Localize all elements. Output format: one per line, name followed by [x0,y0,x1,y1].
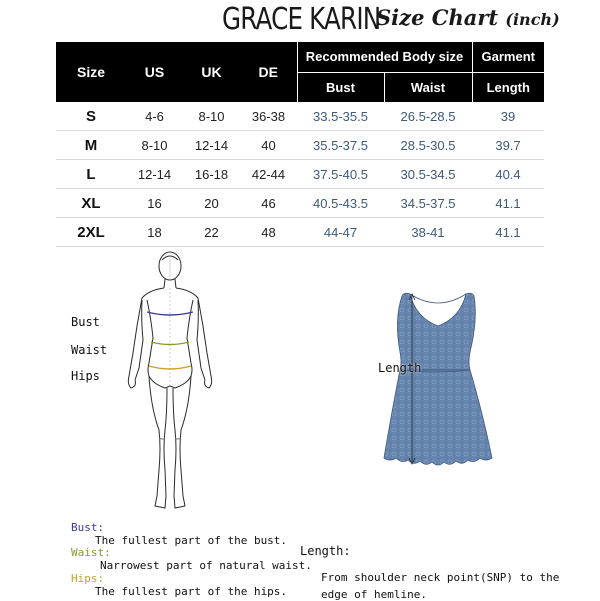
cell-uk: 20 [183,189,240,218]
hips-definition-key: Hips: [71,572,105,585]
cell-waist: 34.5-37.5 [384,189,472,218]
cell-size: L [56,160,126,189]
table-row [56,102,544,131]
cell-length: 41.1 [472,218,544,247]
waist-measure-line [151,342,189,345]
cell-de: 36-38 [240,102,297,131]
cell-waist: 28.5-30.5 [384,131,472,160]
waist-definition-text: Narrowest part of natural waist. [100,559,312,572]
hips-measure-line [149,366,191,369]
bust-label: Bust [71,315,100,329]
header-uk: UK [183,42,240,102]
header-size: Size [56,42,126,102]
length-definition-key: Length: [300,544,351,558]
dress-illustration [382,290,494,490]
cell-bust: 44-47 [297,218,384,247]
cell-bust: 37.5-40.5 [297,160,384,189]
length-label: Length [378,361,422,375]
header-waist: Waist [384,72,472,102]
hips-label: Hips [71,369,100,383]
header-garment: Garment [472,42,544,72]
brand-title: GRACE KARIN [222,2,381,37]
cell-bust: 33.5-35.5 [297,102,384,131]
length-definition-text-2: edge of hemline. [321,588,427,601]
body-figure-illustration [115,248,225,514]
cell-de: 46 [240,189,297,218]
cell-size: S [56,102,126,131]
cell-size: M [56,131,126,160]
table-row [56,131,544,160]
cell-waist: 38-41 [384,218,472,247]
table-row [56,218,544,247]
bust-definition-key: Bust: [71,521,105,534]
header-length: Length [472,72,544,102]
table-row [56,189,544,218]
header-bust: Bust [297,72,384,102]
table-row [56,160,544,189]
header-de: DE [240,42,297,102]
cell-de: 42-44 [240,160,297,189]
size-chart-title-main: Size Chart [376,5,499,30]
cell-length: 39 [472,102,544,131]
cell-us: 12-14 [126,160,183,189]
waist-label: Waist [71,343,108,357]
cell-bust: 40.5-43.5 [297,189,384,218]
cell-us: 16 [126,189,183,218]
size-table [56,42,544,247]
cell-bust: 35.5-37.5 [297,131,384,160]
bust-definition-text: The fullest part of the bust. [95,534,288,547]
cell-waist: 30.5-34.5 [384,160,472,189]
cell-us: 18 [126,218,183,247]
cell-uk: 16-18 [183,160,240,189]
cell-waist: 26.5-28.5 [384,102,472,131]
cell-us: 4-6 [126,102,183,131]
cell-length: 39.7 [472,131,544,160]
size-chart-unit: (inch) [505,10,560,29]
header-recommended: Recommended Body size [297,42,472,72]
cell-size: 2XL [56,218,126,247]
header-us: US [126,42,183,102]
hips-definition-text: The fullest part of the hips. [95,585,288,598]
cell-de: 40 [240,131,297,160]
cell-length: 41.1 [472,189,544,218]
cell-length: 40.4 [472,160,544,189]
size-chart-title [376,5,560,30]
cell-de: 48 [240,218,297,247]
cell-uk: 8-10 [183,102,240,131]
waist-definition-key: Waist: [71,546,111,559]
length-definition-text-1: From shoulder neck point(SNP) to the [321,571,560,584]
cell-size: XL [56,189,126,218]
cell-uk: 12-14 [183,131,240,160]
cell-uk: 22 [183,218,240,247]
cell-us: 8-10 [126,131,183,160]
